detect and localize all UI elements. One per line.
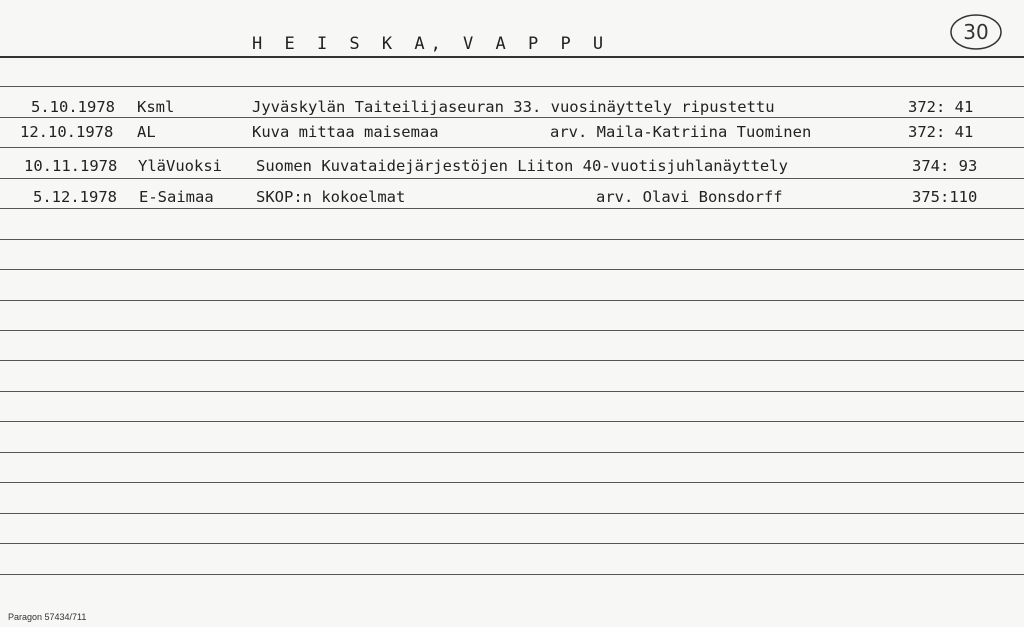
rule-line	[0, 360, 1024, 361]
entry-row	[0, 188, 1024, 210]
entry-text: Jyväskylän Taiteilijaseuran 33. vuosinäyttely ripustettu	[252, 98, 775, 116]
rule-line	[0, 239, 1024, 240]
rule-line	[0, 482, 1024, 483]
entry-row	[0, 157, 1024, 179]
rule-line	[0, 147, 1024, 148]
entry-source: E-Saimaa	[139, 188, 214, 206]
card-print-code: Paragon 57434/711	[8, 612, 87, 622]
rule-line	[0, 543, 1024, 544]
entry-reviewer: arv. Olavi Bonsdorff	[596, 188, 783, 206]
entry-row	[0, 123, 1024, 145]
entry-row	[0, 98, 1024, 120]
entry-text: Kuva mittaa maisemaa	[252, 123, 439, 141]
rule-line	[0, 391, 1024, 392]
rule-line	[0, 86, 1024, 87]
entry-source: AL	[137, 123, 156, 141]
entry-ref: 374: 93	[912, 157, 978, 175]
entry-text: SKOP:n kokoelmat	[256, 188, 406, 206]
entry-date: 10.11.1978	[24, 157, 118, 175]
rule-line	[0, 300, 1024, 301]
entry-date: 5.10.1978	[31, 98, 115, 116]
rule-line	[0, 421, 1024, 422]
rule-line	[0, 452, 1024, 453]
rule-line	[0, 330, 1024, 331]
rule-line	[0, 269, 1024, 270]
entry-text: Suomen Kuvataidejärjestöjen Liiton 40-vuotisjuhlanäyttely	[256, 157, 788, 175]
entry-ref: 372: 41	[908, 98, 974, 116]
rule-line-top	[0, 56, 1024, 58]
entry-ref: 372: 41	[908, 123, 974, 141]
entry-reviewer: arv. Maila-Katriina Tuominen	[550, 123, 812, 141]
rule-line	[0, 574, 1024, 575]
card-number-stamp	[948, 12, 1004, 52]
rule-line	[0, 513, 1024, 514]
entry-date: 5.12.1978	[33, 188, 117, 206]
entry-source: YläVuoksi	[138, 157, 222, 175]
entry-date: 12.10.1978	[20, 123, 114, 141]
entry-source: Ksml	[137, 98, 175, 116]
card-number: 30	[963, 20, 989, 44]
card-title: H E I S K A, V A P P U	[252, 34, 610, 54]
entry-ref: 375:110	[912, 188, 978, 206]
